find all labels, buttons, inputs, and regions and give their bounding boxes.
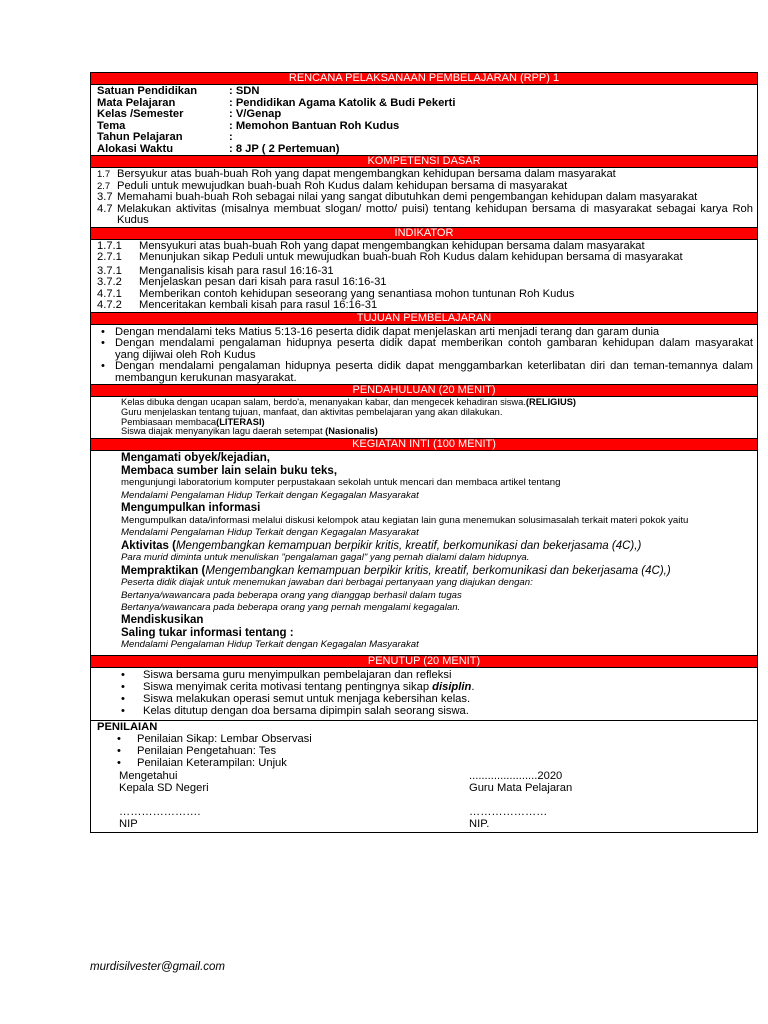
identity-label: Tema [97,119,126,132]
penutup-block [91,668,757,720]
inti-activity-heading [121,565,753,578]
penilaian-item [97,745,753,757]
signature-row [97,770,753,782]
kd-number: 2.7 [97,180,111,192]
bullet-icon: • [117,744,121,757]
signature-dots: ………………… [469,805,548,818]
penilaian-text: Penilaian Keterampilan: Unjuk [137,756,287,769]
inti-italic-text: Bertanya/wawancara pada beberapa orang yang pernah mengalami kegagalan. [121,601,461,613]
kd-text: Bersyukur atas buah-buah Roh yang dapat mengembangkan kehidupan bersama dalam masyarakat [117,168,616,180]
indikator-text: Memberikan contoh kehidupan seseorang yang senantiasa mohon tuntunan Roh Kudus [139,287,575,300]
indikator-header: INDIKATOR [91,227,757,240]
kd-item [97,169,753,181]
identity-label: Satuan Pendidikan [97,85,198,97]
identity-value: : 8 JP ( 2 Pertemuan) [229,142,340,155]
pendahuluan-value-tag: (Nasionalis) [325,426,378,437]
signature-row [97,806,753,818]
bullet-icon: • [121,668,125,681]
indikator-number: 1.7.1 [97,239,122,252]
kd-number: 3.7 [97,191,113,203]
kegiatan-inti-header: KEGIATAN INTI (100 MENIT) [91,438,757,451]
bullet-icon: • [121,693,125,706]
indikator-number: 4.7.2 [97,299,122,311]
guru-label: Guru Mata Pelajaran [469,781,573,794]
penutup-item [121,681,753,693]
indikator-text: Menganalisis kisah para rasul 16:16-31 [139,264,334,277]
mengetahui-label: Mengetahui [119,769,178,782]
inti-italic-text: Bertanya/wawancara pada beberapa orang yang dianggap berhasil dalam tugas [121,589,462,601]
kompetensi-dasar-header: KOMPETENSI DASAR [91,155,757,168]
penutup-text-part: Siswa menyimak cerita motivasi tentang pentingnya sikap [143,680,433,693]
signature-row [97,782,753,794]
identity-value: : Memohon Bantuan Roh Kudus [229,119,400,132]
nip-label: NIP [119,817,138,830]
pendahuluan-block [91,397,757,438]
inti-text: mengunjungi laboratorium komputer perpustakaan sekolah untuk mencari dan membaca artikel tentang [121,477,561,489]
inti-italic-text: Peserta didik diajak untuk menemukan jawaban dari berbagai pertanyaan yang diajukan dengan: [121,577,533,589]
penutup-text: Siswa melakukan operasi semut untuk menjaga kebersihan kelas. [143,693,471,706]
identity-block [91,85,757,155]
bullet-icon: • [101,325,105,338]
inti-heading: Saling tukar informasi tentang : [121,626,294,639]
rpp-document [90,72,758,833]
identity-value: : Pendidikan Agama Katolik & Budi Pekerti [229,96,456,109]
bullet-icon: • [117,732,121,745]
inti-activity-heading [121,540,753,553]
penilaian-item [97,733,753,745]
pendahuluan-value-tag: (LITERASI) [216,416,265,427]
kd-number: 4.7 [97,202,113,215]
activity-label: Aktivitas ( [121,539,176,552]
identity-label: Tahun Pelajaran [97,131,183,143]
rpp-title-header: RENCANA PELAKSANAAN PEMBELAJARAN (RPP) 1 [91,73,757,85]
penilaian-text: Penilaian Pengetahuan: Tes [137,744,277,757]
indikator-number: 3.7.2 [97,276,122,288]
indikator-number: 4.7.1 [97,287,122,300]
tujuan-text: Dengan mendalami pengalaman hidupnya peserta didik dapat memberikan contoh gambaran kehidupan dalam masyarakat yang dijiwai oleh Roh Kudus [115,337,753,361]
bullet-icon: • [101,360,105,372]
identity-row [97,144,753,156]
inti-heading: Mengamati obyek/kejadian, [121,452,270,465]
identity-label: Alokasi Waktu [97,142,174,155]
indikator-text: Menceritakan kembali kisah para rasul 16:16-31 [139,299,378,311]
kompetensi-dasar-block [91,168,757,227]
indikator-text: Menjelaskan pesan dari kisah para rasul 16:16-31 [139,276,387,288]
activity-desc: Mengembangkan kemampuan berpikir kritis, kreatif, berkomunikasi dan bekerjasama (4C),) [175,539,642,552]
identity-value: : V/Genap [229,108,282,120]
tujuan-text: Dengan mendalami teks Matius 5:13-16 peserta didik dapat menjelaskan arti menjadi terang dan garam dunia [115,325,660,338]
pendahuluan-item [121,427,757,437]
inti-heading: Membaca sumber lain selain buku teks, [121,464,338,477]
tujuan-text: Dengan mendalami pengalaman hidupnya peserta didik dapat menggambarkan keterlibatan diri dan teman-temannya dalam membangun kerukunan masyarakat. [115,360,753,384]
identity-value: : SDN [229,85,260,97]
identity-value: : [229,131,233,143]
kd-number: 1.7 [97,169,111,180]
inti-text: Mengumpulkan data/informasi melalui diskusi kelompok atau kegiatan lain guna menemukan solusimasalah terkait materi pokok yaitu [121,514,689,526]
penutup-item [121,705,753,717]
penilaian-item [97,757,753,769]
kepala-label: Kepala SD Negeri [119,781,209,794]
tujuan-item [91,361,753,384]
indikator-number: 3.7.1 [97,264,122,277]
indikator-text: Menunjukan sikap Peduli untuk mewujudkan buah-buah Roh Kudus dalam kehidupan bersama di masyarakat [139,251,683,263]
indikator-number: 2.7.1 [97,251,122,263]
bullet-icon: • [101,337,105,349]
penutup-text-part: . [471,680,475,693]
penilaian-block [91,720,757,832]
pendahuluan-text: Guru menjelaskan tentang tujuan, manfaat, dan aktivitas pembelajaran yang akan dilakukan. [121,406,503,417]
inti-italic-text: Para murid diminta untuk menuliskan "pengalaman gagal" yang pernah dialami dalam hidupnya. [121,552,530,564]
inti-italic-text: Mendalami Pengalaman Hidup Terkait dengan Kegagalan Masyarakat [121,527,419,539]
rpp-table [90,72,758,833]
activity-desc: Mengembangkan kemampuan berpikir kritis, kreatif, berkomunikasi dan bekerjasama (4C),) [205,564,671,577]
penutup-text: Siswa bersama guru menyimpulkan pembelajaran dan refleksi [143,668,452,681]
indikator-item [97,277,753,289]
signature-row [97,818,753,830]
penutup-item [121,693,753,705]
kd-text: Peduli untuk mewujudkan buah-buah Roh Kudus dalam kehidupan bersama di masyarakat [117,179,568,192]
penutup-item [121,669,753,681]
penilaian-text: Penilaian Sikap: Lembar Observasi [137,732,312,745]
nip-label: NIP. [469,817,490,830]
penutup-text [143,681,753,693]
identity-row [97,109,753,121]
identity-label: Kelas /Semester [97,108,184,120]
kd-text: Melakukan aktivitas (misalnya membuat slogan/ motto/ puisi) tentang kehidupan bersama di masyarakat sebagai karya Roh Kudus [117,202,753,226]
kd-item [97,192,753,204]
penutup-header: PENUTUP (20 MENIT) [91,655,757,668]
indikator-item [97,300,753,312]
inti-heading: Mendiskusikan [121,614,204,627]
indikator-block [91,240,757,312]
identity-row [97,86,753,98]
kd-text: Memahami buah-buah Roh sebagai nilai yang sangat dibutuhkan demi pengembangan kehidupan dalam masyarakat [117,191,698,203]
identity-label: Mata Pelajaran [97,96,176,109]
kegiatan-inti-block [91,451,757,655]
tujuan-block [91,325,757,385]
pendahuluan-value-tag: (RELIGIUS) [525,397,577,407]
penutup-emphasis: disiplin [432,680,472,693]
identity-row [97,98,753,110]
identity-row [97,132,753,144]
pendahuluan-text: Kelas dibuka dengan ucapan salam, berdo'a, menanyakan kabar, dan mengecek kehadiran siswa. [121,397,526,407]
inti-italic-text: Mendalami Pengalaman Hidup Terkait dengan Kegagalan Masyarakat [121,639,419,651]
activity-label: Mempraktikan ( [121,564,206,577]
pendahuluan-text: Pembiasaan membaca [121,416,217,427]
tujuan-item [91,338,753,361]
tujuan-header: TUJUAN PEMBELAJARAN [91,312,757,325]
identity-row [97,121,753,133]
inti-italic-text: Mendalami Pengalaman Hidup Terkait dengan Kegagalan Masyarakat [121,489,419,501]
author-email: murdisilvester@gmail.com [90,961,226,973]
bullet-icon: • [121,680,125,693]
date-field: ......................2020 [469,769,563,782]
inti-heading: Mengumpulkan informasi [121,502,261,515]
penilaian-heading: PENILAIAN [97,720,158,733]
penutup-text: Kelas ditutup dengan doa bersama dipimpin salah seorang siswa. [143,705,469,718]
bullet-icon: • [117,756,121,769]
indikator-text: Mensyukuri atas buah-buah Roh yang dapat mengembangkan kehidupan bersama dalam masyarakat [139,239,645,252]
indikator-item [97,252,753,264]
signature-dots: …………………. [119,805,201,818]
pendahuluan-header: PENDAHULUAN (20 MENIT) [91,384,757,397]
kd-item [97,204,753,227]
pendahuluan-text: Siswa diajak menyanyikan lagu daerah setempat [121,426,326,437]
bullet-icon: • [121,705,125,718]
